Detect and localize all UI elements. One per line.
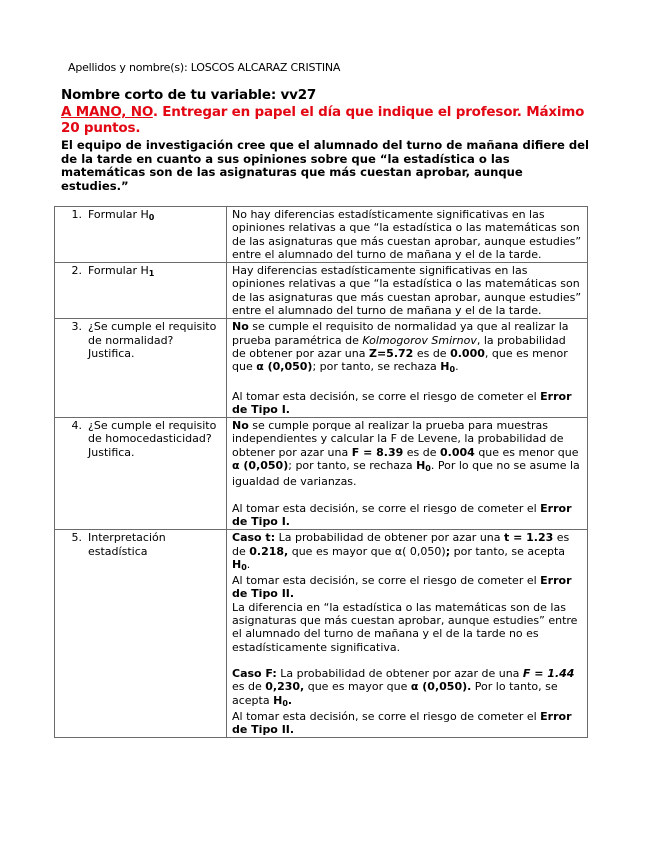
answer-text [232,320,582,376]
text-run: por tanto, se acepta [450,544,566,558]
risk-text [232,710,582,737]
hypothesis-subscript: 0 [449,365,456,375]
text-run: es de [232,531,570,558]
question-cell [55,418,227,530]
text-run: , la probabilidad de obtener por azar una [232,333,566,360]
text-run: es de [232,680,266,694]
text-run: es de [413,346,451,360]
instructions [61,104,586,136]
alpha-value: α( 0,050) [394,544,446,558]
statistic-value: F = 1.44 [522,666,575,680]
question-cell [55,263,227,319]
hypothesis: H [440,360,450,374]
text-run: Al tomar esta decisión, se corre el riesgo de cometer el [232,574,541,588]
conclusion-text: La diferencia en “la estadística o las matemáticas son de las asignaturas que más cuestan aprobar, aunque estudies” entre el alumnado del turno de mañana y el de la tarde no es estadísticamente significativa. [232,600,578,654]
risk-text [232,502,582,529]
instructions-underlined: A MANO, NO [61,104,153,120]
p-value: 0.004 [440,445,475,459]
instructions-rest: . Entregar en papel el día que indique el profesor. Máximo 20 puntos. [61,104,585,136]
question-text [88,264,221,280]
answer-cell [227,207,588,263]
statistic-value: t = 1.23 [504,531,554,545]
alpha-value: α (0,050) [256,360,313,374]
text-run: . [455,360,459,374]
hypothesis: H [232,557,242,571]
case-f-text [232,667,582,710]
text-run: Por lo tanto, se acepta [232,680,558,707]
table-row [55,263,588,319]
alpha-value: α (0,050). [410,680,472,694]
answer-table [54,206,588,738]
case-t-text [232,531,582,574]
hypothesis: H [273,693,283,707]
text-run: ; por tanto, se rechaza [312,360,441,374]
test-name: Kolmogorov Smirnov [362,333,477,347]
alpha-value: α (0,050) [232,459,289,473]
variable-name: Nombre corto de tu variable: vv27 [61,87,317,103]
text-run: . Por lo que no se asume la igualdad de varianzas. [232,459,580,489]
text-run: ; [445,544,451,558]
error-type: Error de Tipo II. [232,709,572,737]
error-type: Error de Tipo II. [232,574,572,601]
text-run: que es mayor que [304,680,411,694]
question-subscript: 0 [148,213,155,222]
question-label: Formular H [88,208,149,221]
question-text: ¿Se cumple el requisito de normalidad? Justifica. [88,320,217,360]
text-run: que es menor que [474,445,579,459]
hypothesis-subscript: 0 [241,562,247,572]
text-run: se cumple porque al realizar la prueba para muestras independientes y calcular la F de Levene, la probabilidad de obtener por azar una [232,419,564,459]
answer-text: No hay diferencias estadísticamente significativas en las opiniones relativas a que “la estadística o las matemáticas son de las asignaturas que más cuestan aprobar, aunque estudies” entre el alumnado del turno de mañana y el de la tarde. [232,208,582,261]
answer-cell [227,263,588,319]
error-type: Error de Tipo I. [232,501,572,528]
answer-cell [227,530,588,738]
text-run: La probabilidad de obtener por azar de una [276,666,523,680]
text-run: . [246,557,251,571]
table-row [55,319,588,418]
risk-text [232,574,582,601]
answer-text [232,419,582,488]
table-row [55,418,588,530]
question-number: 2. [71,264,82,278]
p-value: 0.218, [249,544,289,558]
question-cell [55,319,227,418]
question-cell [55,530,227,738]
emphasis: No [232,320,249,334]
answer-cell [227,319,588,418]
case-label: Caso F: [232,666,277,680]
error-type: Error de Tipo I. [232,389,572,416]
text-run: ; por tanto, se rechaza [288,459,417,473]
question-text: Interpretación estadística [88,531,166,558]
text-run: se cumple el requisito de normalidad ya que al realizar la prueba paramétrica de [232,320,569,347]
text-run: , que es menor que [232,346,568,374]
question-number: 1. [71,208,82,221]
hypothesis-subscript: 0 [282,698,288,708]
text-run: Al tomar esta decisión, se corre el riesgo de cometer el [232,389,541,403]
question-number: 5. [71,531,82,545]
risk-text [232,390,582,417]
p-value: 0.000 [450,346,485,360]
statistic-value: Z=5.72 [368,346,414,360]
text-run: es de [403,445,441,459]
text-run: La probabilidad de obtener por azar una [275,531,505,545]
case-label: Caso t: [232,531,276,545]
question-cell [55,207,227,263]
hypothesis-subscript: 0 [425,464,431,474]
intro-text: El equipo de investigación cree que el alumnado del turno de mañana difiere del de la tarde en cuanto a sus opiniones sobre que “la estadística o las matemáticas son de las asignaturas que más cuestan aprobar, aunque estudies.” [61,138,590,193]
question-number: 4. [71,419,82,433]
table-row [55,207,588,263]
answer-cell [227,418,588,530]
table-row [55,530,588,738]
question-text [88,208,221,224]
text-run: que es mayor que [288,544,395,558]
text-run: . [287,693,293,707]
emphasis: No [232,419,249,433]
student-name: Apellidos y nombre(s): LOSCOS ALCARAZ CRISTINA [68,61,341,74]
text-run: Al tomar esta decisión, se corre el riesgo de cometer el [232,501,541,515]
question-label: Formular H [88,264,149,278]
p-value: 0,230, [265,680,305,694]
question-number: 3. [71,320,82,334]
hypothesis: H [416,459,426,473]
question-text: ¿Se cumple el requisito de homocedasticidad? Justifica. [88,419,217,459]
answer-text: Hay diferencias estadísticamente significativas en las opiniones relativas a que “la estadística o las matemáticas son de las asignaturas que más cuestan aprobar, aunque estudies” entre el alumnado del turno de mañana y el de la tarde. [232,264,582,318]
statistic-value: F = 8.39 [351,445,404,459]
text-run: Al tomar esta decisión, se corre el riesgo de cometer el [232,709,541,723]
question-subscript: 1 [148,269,155,279]
